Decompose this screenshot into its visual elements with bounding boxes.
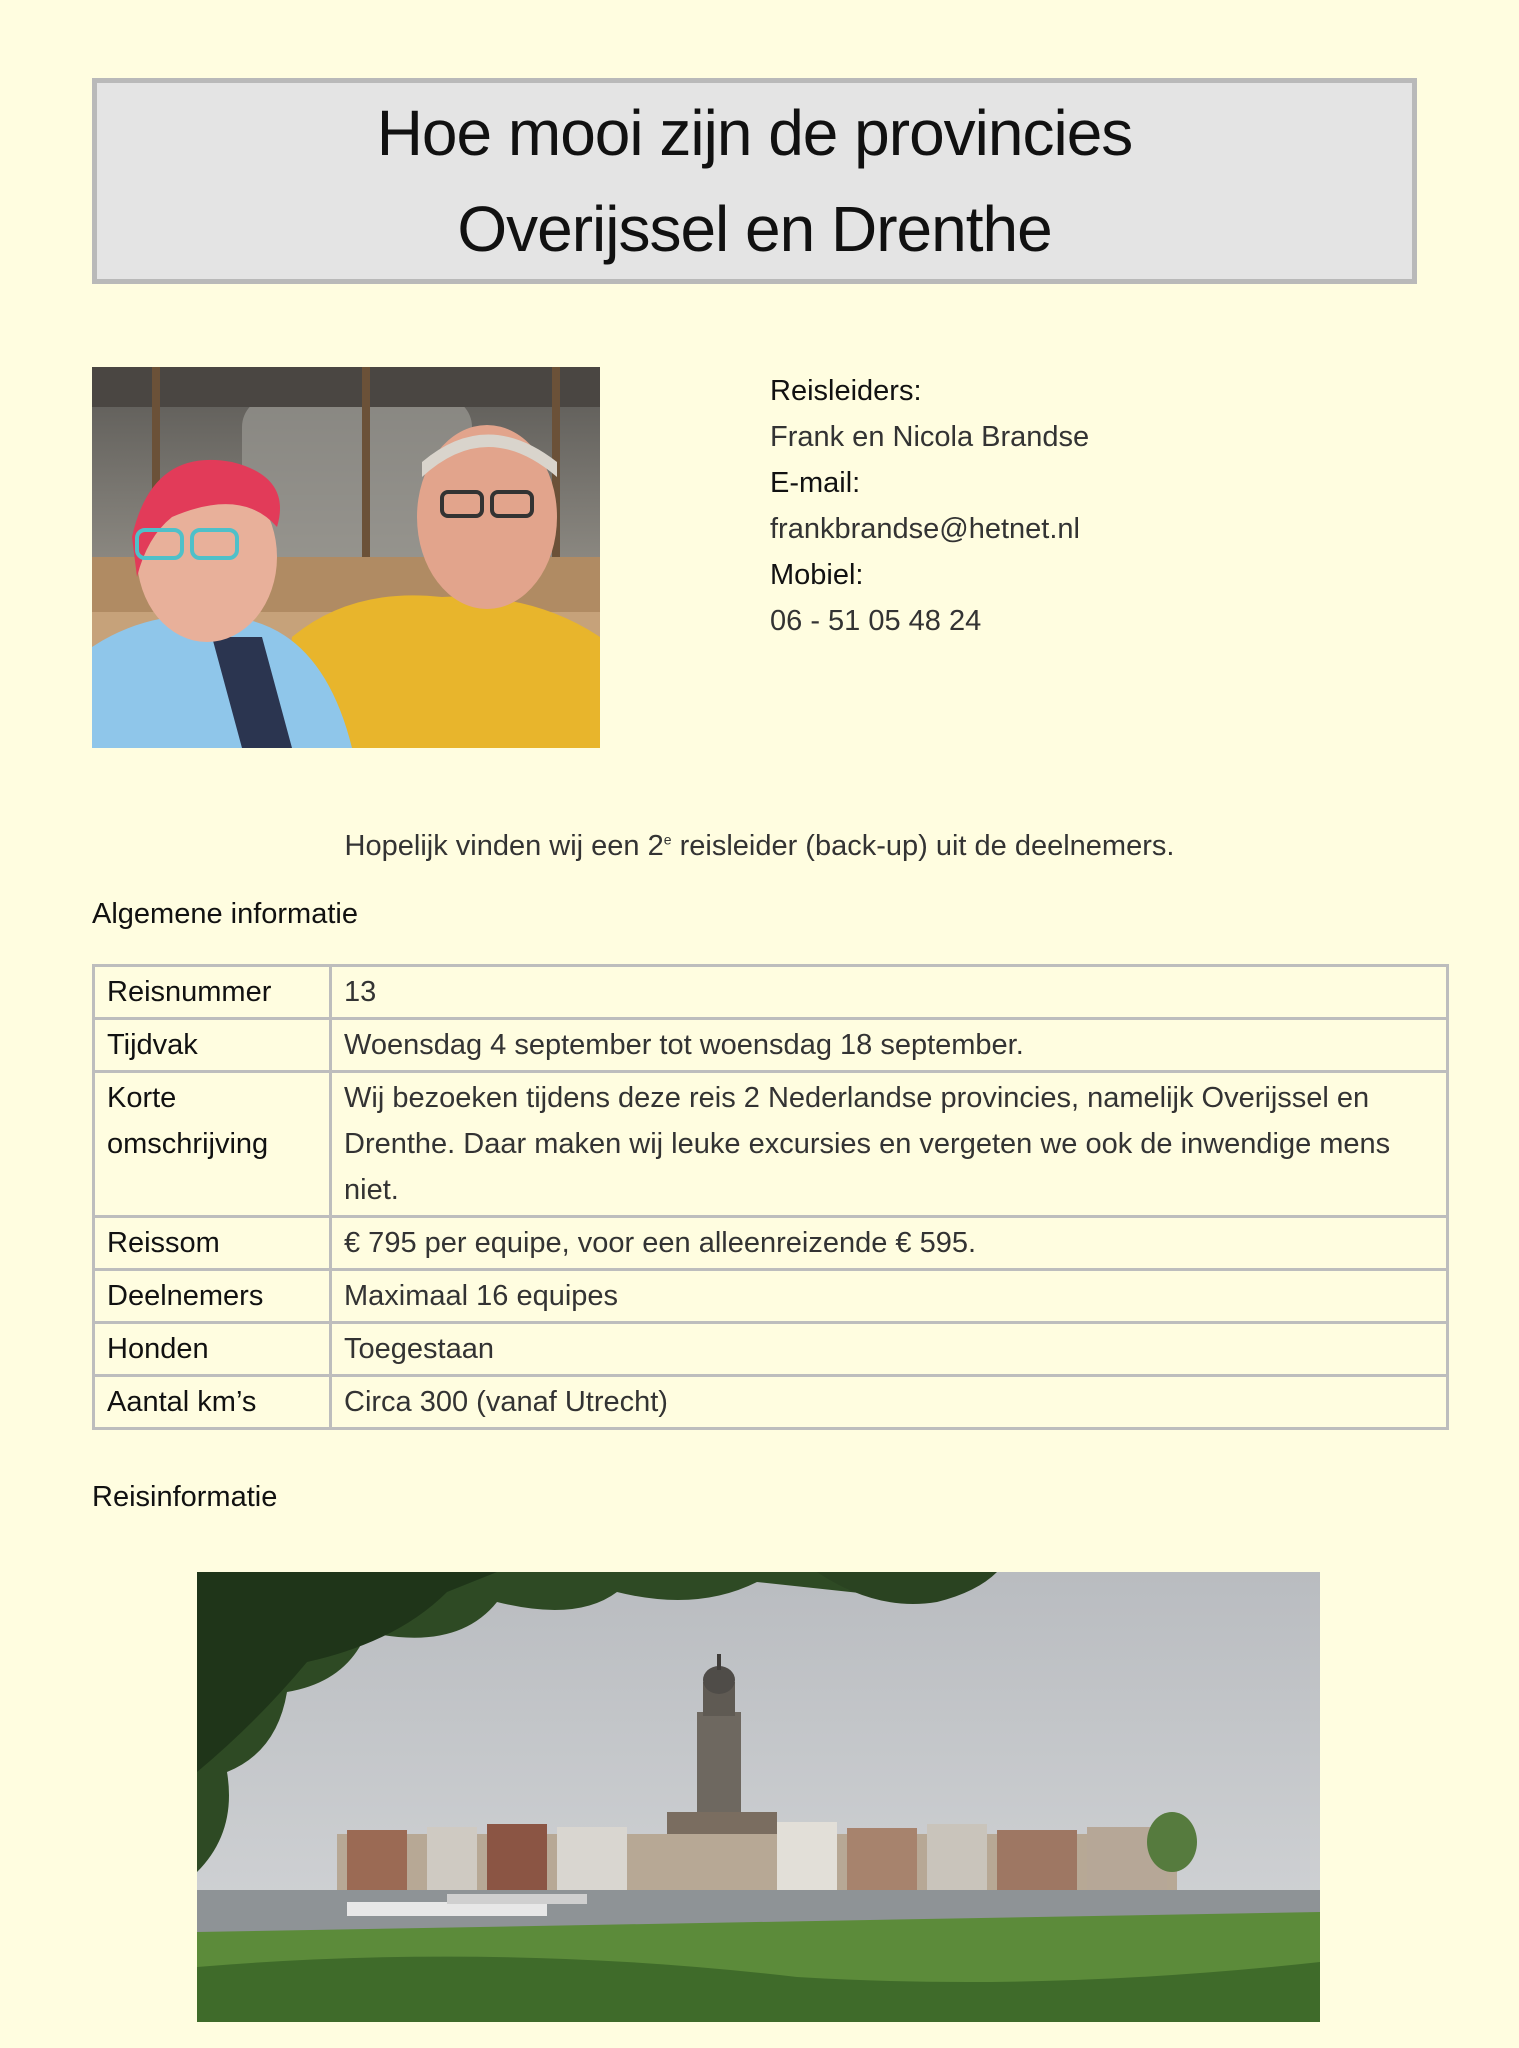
email-link[interactable]: frankbrandse@hetnet.nl	[770, 513, 1080, 545]
table-row	[94, 1270, 1448, 1323]
tour-leaders-photo	[92, 367, 600, 748]
table-row	[94, 1376, 1448, 1429]
table-row	[94, 1072, 1448, 1217]
row-value: Maximaal 16 equipes	[331, 1270, 1448, 1323]
note-text-before: Hopelijk vinden wij een 2	[344, 830, 664, 862]
note-superscript: e	[663, 831, 672, 848]
email-label: E-mail:	[770, 467, 861, 499]
table-row	[94, 966, 1448, 1019]
travel-info-heading: Reisinformatie	[92, 1481, 278, 1513]
contact-block	[770, 368, 1089, 644]
leaders-value: Frank en Nicola Brandse	[770, 421, 1090, 453]
row-value: Wij bezoeken tijdens deze reis 2 Nederlandse provincies, namelijk Overijssel en Drenthe. Daar maken wij leuke excursies en vergeten we ook de inwendige mens niet.	[331, 1072, 1448, 1217]
row-value: € 795 per equipe, voor een alleenreizende € 595.	[331, 1217, 1448, 1270]
row-label: Aantal km’s	[94, 1376, 331, 1429]
title-line-2: Overijssel en Drenthe	[457, 193, 1052, 265]
mobile-label: Mobiel:	[770, 559, 864, 591]
title-box	[92, 78, 1417, 284]
general-info-heading: Algemene informatie	[92, 898, 358, 930]
table-row	[94, 1323, 1448, 1376]
row-value: 13	[331, 966, 1448, 1019]
table-row	[94, 1217, 1448, 1270]
table-row	[94, 1019, 1448, 1072]
row-label: Honden	[94, 1323, 331, 1376]
mobile-value: 06 - 51 05 48 24	[770, 605, 982, 637]
city-skyline-photo	[197, 1572, 1320, 2022]
general-info-table	[92, 964, 1449, 1430]
note-text-after: reisleider (back-up) uit de deelnemers.	[671, 830, 1175, 862]
leaders-label: Reisleiders:	[770, 375, 922, 407]
row-value: Woensdag 4 september tot woensdag 18 september.	[331, 1019, 1448, 1072]
row-label: Reisnummer	[94, 966, 331, 1019]
row-value: Toegestaan	[331, 1323, 1448, 1376]
row-label: Deelnemers	[94, 1270, 331, 1323]
row-label: Reissom	[94, 1217, 331, 1270]
title-line-1: Hoe mooi zijn de provincies	[376, 97, 1133, 169]
backup-leader-note	[0, 830, 1519, 863]
row-label: Korte omschrijving	[94, 1072, 331, 1217]
row-value: Circa 300 (vanaf Utrecht)	[331, 1376, 1448, 1429]
row-label: Tijdvak	[94, 1019, 331, 1072]
